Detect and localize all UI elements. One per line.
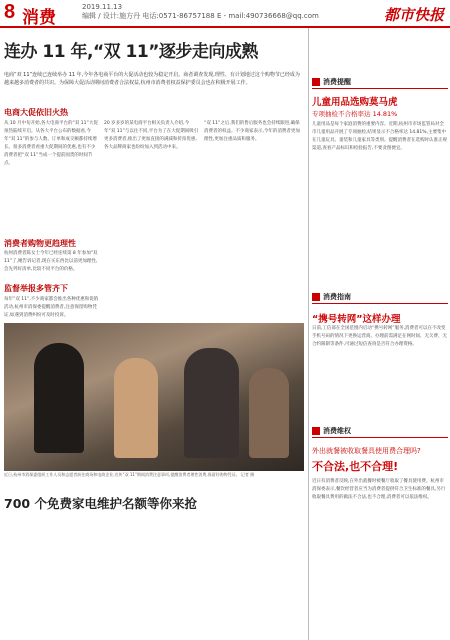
body-text-col1: 从 10 月中旬开始,各大电商平台的“双 11”大促预热陆续开启。从各大平台公布的数据看,今年“双 11”的参与人数、订单和成交额都持续增长。很多消费者看重大促期间的优惠,也有不少消费者把“双 11”当成一个提前囤货的时间节点。 [4, 121, 98, 166]
right-headline-3: 外出就餐被收取餐具使用费合理吗? [312, 447, 421, 455]
main-headline: 连办 11 年,“双 11”逐步走向成熟 [4, 42, 258, 62]
right-headline-2: “携号转网”这样办理 [312, 314, 401, 325]
issue-date: 2019.11.13 [82, 3, 123, 11]
section-tag-reminder: 消费提醒 [312, 77, 448, 89]
page-header [0, 0, 450, 28]
news-photo [4, 323, 304, 471]
lead-paragraph: 电商“双 11”连续已连续举办 11 年,今年各电商平台的大促活动也较为稳定开启。商者调查发现,理性、有计划地过这个购物节已经成为越来越多消费者的共识。为保障大促活动期间消费者合法权益,杭州市消费者权益保护委员会也在积极开展工作。 [4, 72, 300, 86]
tag-square-icon [312, 78, 320, 86]
subhead-promo: 电商大促依旧火热 [4, 108, 68, 117]
right-text-2: 日前,工信部在全国范围内启动“携号转网”服务,消费者可以在不改变手机号码的情况下更换运营商。办理前需满足在网时间、无欠费、无合约限制等条件,可通过短信查询是否符合办理资格。 [312, 326, 447, 347]
tag-square-icon [312, 427, 320, 435]
page-number: 8 [4, 1, 16, 23]
body-text-col2: 20 岁多岁的某电商平台相关负责人介绍,今年“双 11”与以往不同,平台为了在大促期间吸引更多消费者,推出了更加直接的满减和折扣优惠,各大品牌商家也纷纷加入到活动中来。 [104, 121, 199, 150]
right-headline-3b: 不合法,也不合理! [312, 460, 399, 473]
section-tag-guide: 消费指南 [312, 292, 448, 304]
subhead-supervision: 监督举报多管齐下 [4, 284, 68, 293]
section-title: 消费 [22, 8, 56, 28]
column-divider [308, 28, 309, 640]
photo-caption: 近日,杭州市消保委组织工作人员和志愿者前往商场和电商企业,宣传“双 11”期间消费注意事项,提醒消费者理性消费,保留好购物凭证。 记者 摄 [4, 472, 255, 477]
header-meta [82, 3, 319, 21]
right-subhead-1: 专项抽检不合格率达 14.81% [312, 110, 398, 118]
second-headline: 700 个免费家电维护名额等你来抢 [4, 496, 197, 511]
right-text-3: 近日有消费者反映,在外出就餐时被餐厅收取了餐具使用费。杭州市消保委表示,餐饮经营者应当为消费者提供符合卫生标准的餐具,另行收取餐具费用的做法不合法,也不合理,消费者可以依法维权。 [312, 479, 446, 500]
newspaper-logo: 都市快报 [383, 6, 444, 24]
right-headline-1: 儿童用品选购莫马虎 [312, 97, 398, 108]
section-tag-rights: 消费维权 [312, 426, 448, 438]
editor-line: 编辑 / 设计:施方丹 电话:0571-86757188 E - mail:490736668@qq.com [82, 12, 319, 20]
body-text-col3: “双 11”之后,我们的售后服务也会持续跟进,确保消费者的权益。不少商家表示,今年的消费者更加理性,更加注重品质和服务。 [204, 121, 300, 142]
subhead-rational: 消费者购物更趋理性 [4, 239, 76, 248]
right-text-1: 儿童用品是每个家庭消费的重要内容。近期,杭州市市场监管局对全市儿童用品开展了专项抽检,结果显示不合格率达 14.81%,主要集中在儿童玩具、童装和儿童家具等类别。提醒消费者在选购时认准正规渠道,查看产品标识和检验报告,不要贪图便宜。 [312, 122, 447, 151]
tag-square-icon [312, 293, 320, 301]
body-text-col1b: 杭州消费者陈女士今年已经连续第 8 年参加“双 11”了,她告诉记者,现在买东西比以前更加理性,会先列好清单,比较不同平台的价格。 [4, 251, 98, 272]
body-text-col1c: 每年“双 11”,不少商家都会推出各种优惠和促销活动,杭州市消保委提醒消费者,注意保留购物凭证,如遇到消费纠纷可及时投诉。 [4, 297, 99, 318]
